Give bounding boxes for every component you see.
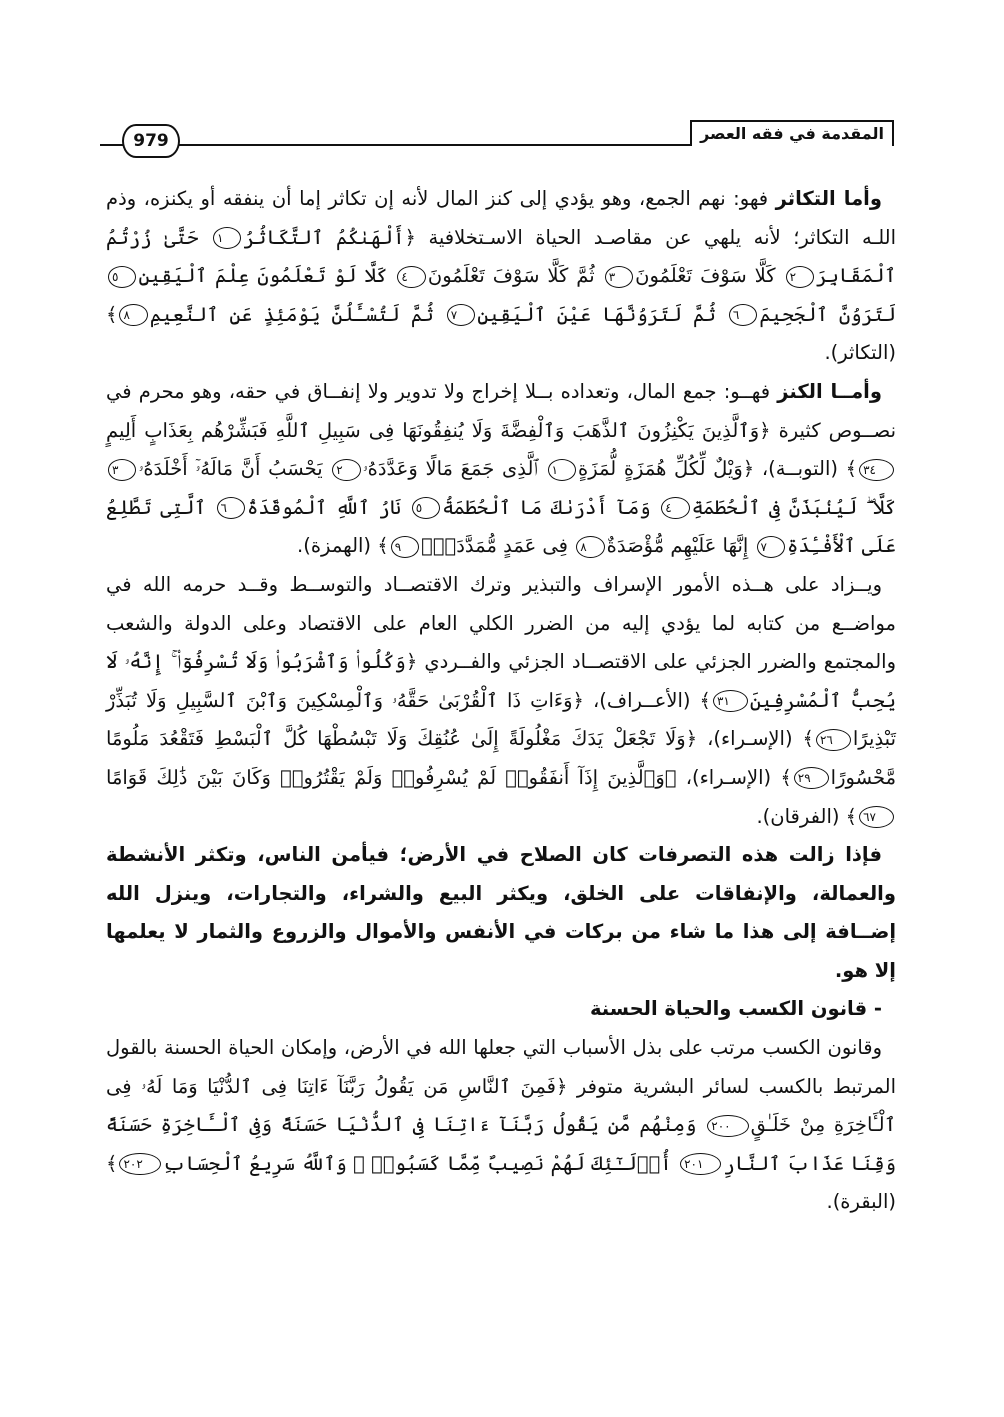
quran-close-bracket: ﴾	[780, 765, 792, 789]
quran-verse: وَمِنْهُم مَّن يَقُولُ رَبَّنَآ ءَاتِنَا فِى ٱلدُّنْيَا حَسَنَةً وَفِى ٱلْـَٔاخِرَةِ حَسَنَةً وَقِنَا عَذَابَ ٱلنَّارِ	[106, 1113, 897, 1175]
paragraph-text: فهو: نهم الجمع، وهو يؤدي إلى كنز المال لأنه إن تكاثر إما أن ينفقه أو يكنزه، وذم اللـه التكاثر؛ لأنه يلهي عن مقاصـد الحياة الاسـتخلافية	[106, 187, 897, 249]
quran-open-bracket: ﴿	[404, 225, 416, 249]
book-title: المقدمة في فقه العصر	[690, 120, 894, 146]
quran-verse: ٱلَّذِى جَمَعَ مَالًا وَعَدَّدَهُۥ	[362, 457, 538, 481]
quran-verse: وَمَآ أَدْرَىٰكَ مَا ٱلْحُطَمَةُ	[442, 495, 651, 519]
ayah-number: ٦٧	[859, 806, 894, 828]
quran-close-bracket: ﴾	[377, 534, 389, 558]
quran-verse: وَٱلَّذِينَ يَكْنِزُونَ ٱلذَّهَبَ وَٱلْفِضَّةَ وَلَا يُنفِقُونَهَا فِى سَبِيلِ ٱللَّهِ فَبَشِّرْهُم بِعَذَابٍ أَلِيمٍ	[106, 418, 760, 442]
quran-close-bracket: ﴾	[845, 804, 858, 828]
quran-verse: إِنَّهَا عَلَيْهِم مُّؤْصَدَةٌ	[606, 534, 749, 558]
term-takathur: وأما التكاثر	[775, 187, 882, 210]
ayah-number: ٦	[729, 304, 757, 326]
quran-close-bracket: ﴾	[802, 727, 814, 751]
paragraph-takathur	[106, 180, 896, 373]
quran-close-bracket: ﴾	[106, 1151, 118, 1175]
ayah-number: ٨	[119, 304, 147, 326]
ayah-number: ٢	[332, 459, 360, 481]
quran-verse: ثُمَّ لَتُسْـَٔلُنَّ يَوْمَئِذٍ عَنِ ٱلنَّعِيمِ	[149, 302, 434, 326]
quran-verse: وَكُلُوا۟ وَٱشْرَبُوا۟ وَلَا تُسْرِفُوٓا۟ ۚ إِنَّهُۥ لَا يُحِبُّ ٱلْمُسْرِفِينَ	[106, 650, 897, 712]
ayah-number: ٣٤	[859, 459, 894, 481]
quran-open-bracket: ﴿	[685, 727, 698, 751]
ayah-number: ٢٠٠	[707, 1115, 748, 1137]
surah-reference: (التوبــة)،	[754, 457, 846, 481]
surah-reference: (التكاثر).	[824, 341, 896, 365]
ayah-number: ٧	[447, 304, 475, 326]
ayah-number: ٢٩	[794, 767, 829, 789]
ayah-number: ٣١	[713, 690, 748, 712]
quran-open-bracket: ﴿	[664, 765, 677, 789]
quran-verse: وَءَاتِ ذَا ٱلْقُرْبَىٰ حَقَّهُۥ وَٱلْمِسْكِينَ وَٱبْنَ ٱلسَّبِيلِ وَلَا تُبَذِّرْ تَبْذِيرًا	[106, 688, 896, 751]
quran-verse: يَحْسَبُ أَنَّ مَالَهُۥٓ أَخْلَدَهُۥ	[138, 457, 323, 481]
quran-close-bracket: ﴾	[699, 688, 711, 712]
quran-open-bracket: ﴿	[405, 650, 418, 674]
quran-verse: أُو۟لَـٰٓئِكَ لَهُمْ نَصِيبٌ مِّمَّا كَسَبُوا۟ ۚ وَٱللَّهُ سَرِيعُ ٱلْحِسَابِ	[162, 1151, 672, 1175]
surah-reference: (الفرقان).	[756, 804, 846, 828]
quran-open-bracket: ﴿	[759, 418, 771, 442]
ayah-number: ٩	[391, 536, 419, 558]
quran-verse: ثُمَّ لَتَرَوُنَّهَا عَيْنَ ٱلْيَقِينِ	[477, 302, 716, 326]
quran-verse: فَمِنَ ٱلنَّاسِ مَن يَقُولُ رَبَّنَآ ءَاتِنَا فِى ٱلدُّنْيَا وَمَا لَهُۥ فِى ٱلْـَٔاخِرَةِ مِنْ خَلَـٰقٍ	[106, 1074, 896, 1137]
ayah-number: ٣	[605, 266, 633, 288]
quran-verse: أَلْهَىٰكُمُ ٱلتَّكَاثُرُ	[243, 225, 405, 249]
term-kanz: وأمــا الكنز	[777, 379, 882, 403]
ayah-number: ٤	[397, 266, 425, 288]
quran-verse: لَتَرَوُنَّ ٱلْجَحِيمَ	[759, 302, 897, 326]
surah-reference: (الإسـراء)،	[697, 727, 803, 751]
surah-reference: (الأعــراف)،	[583, 688, 700, 712]
surah-reference: (البقرة).	[826, 1190, 896, 1214]
ayah-number: ٤	[661, 497, 689, 519]
quran-close-bracket: ﴾	[106, 302, 118, 326]
ayah-number: ١	[548, 459, 576, 481]
quran-verse: كَلَّا لَوْ تَعْلَمُونَ عِلْمَ ٱلْيَقِينِ	[138, 264, 388, 288]
paragraph-text: ويــزاد على هــذه الأمور الإسراف والتبذير وترك الاقتصــاد والتوســط وقــد حرمه الله في مواضــع من كتابه لما يؤدي إليه من الضرر الكلي العام على الاقتصاد وعلى الدولة والشعب والمجتمع والضرر الجزئي على الاقتصــاد الجزئي والفــردي	[106, 572, 896, 674]
paragraph-israf	[106, 566, 896, 836]
paragraph-text: وقانون الكسب مرتب على بذل الأسباب التي جعلها الله في الأرض، وإمكان الحياة الحسنة بالقول المرتبط بالكسب لسائر البشرية متوفر	[106, 1036, 896, 1098]
quran-close-bracket: ﴾	[845, 457, 858, 481]
page-number: 979	[122, 124, 180, 158]
ayah-number: ٢٦	[816, 729, 851, 751]
quran-open-bracket: ﴿	[572, 688, 584, 712]
quran-verse: ثُمَّ كَلَّا سَوْفَ تَعْلَمُونَ	[427, 264, 595, 288]
paragraph-kasb	[106, 1029, 896, 1222]
ayah-number: ٦	[217, 497, 245, 519]
quran-open-bracket: ﴿	[742, 457, 755, 481]
ayah-number: ٥	[412, 497, 440, 519]
ayah-number: ٨	[576, 536, 604, 558]
quran-verse: كَلَّا سَوْفَ تَعْلَمُونَ	[635, 264, 776, 288]
ayah-number: ٧	[757, 536, 785, 558]
quran-verse: وَيْلٌ لِّكُلِّ هُمَزَةٍ لُّمَزَةٍ	[578, 457, 743, 481]
section-heading: - قانون الكسب والحياة الحسنة	[589, 997, 882, 1021]
page-header	[100, 120, 894, 150]
page-body	[106, 180, 896, 1222]
ayah-number: ٣	[108, 459, 136, 481]
quran-verse: حَتَّىٰ زُرْتُمُ ٱلْمَقَابِرَ	[106, 225, 897, 288]
surah-reference: (الهمزة).	[297, 534, 378, 558]
quran-open-bracket: ﴿	[555, 1074, 568, 1098]
paragraph-salah: فإذا زالت هذه التصرفات كان الصلاح في الأرض؛ فيأمن الناس، وتكثر الأنشطة والعمالة، والإنفاقات على الخلق، ويكثر البيع والشراء، والتجارات، وينزل الله إضــافة إلى هذا ما شاء من بركات في الأنفس والأموال والزروع والثمار لا يعلمها إلا هو.	[106, 843, 896, 982]
ayah-number: ٥	[108, 266, 136, 288]
quran-verse: فِى عَمَدٍ مُّمَدَّدَةٍۭ	[421, 534, 568, 558]
quran-verse: نَارُ ٱللَّهِ ٱلْمُوقَدَةُ	[246, 495, 402, 519]
quran-verse: كَلَّا ۖ لَيُنۢبَذَنَّ فِى ٱلْحُطَمَةِ	[691, 495, 896, 519]
quran-verse: وَلَا تَجْعَلْ يَدَكَ مَغْلُولَةً إِلَىٰ عُنُقِكَ وَلَا تَبْسُطْهَا كُلَّ ٱلْبَسْطِ فَتَقْعُدَ مَلُومًا مَّحْسُورًا	[106, 727, 897, 789]
ayah-number: ٢٠١	[680, 1153, 721, 1175]
ayah-number: ١	[213, 227, 241, 249]
ayah-number: ٢	[786, 266, 814, 288]
paragraph-text: فهــو: جمع المال، وتعداده بــلا إخراج ولا تدوير ولا إنفــاق في حقه، وهو محرم في نصــوص كثيرة	[106, 379, 896, 442]
quran-verse: وَٱلَّذِينَ إِذَآ أَنفَقُوا۟ لَمْ يُسْرِفُوا۟ وَلَمْ يَقْتُرُوا۟ وَكَانَ بَيْنَ ذَٰلِكَ قَوَامًا	[106, 765, 665, 789]
paragraph-kanz	[106, 373, 896, 566]
ayah-number: ٢٠٢	[119, 1153, 160, 1175]
surah-reference: (الإسـراء)،	[676, 765, 781, 789]
quran-verse: ٱلَّتِى تَطَّلِعُ عَلَى ٱلْأَفْـِٔدَةِ	[106, 495, 896, 558]
